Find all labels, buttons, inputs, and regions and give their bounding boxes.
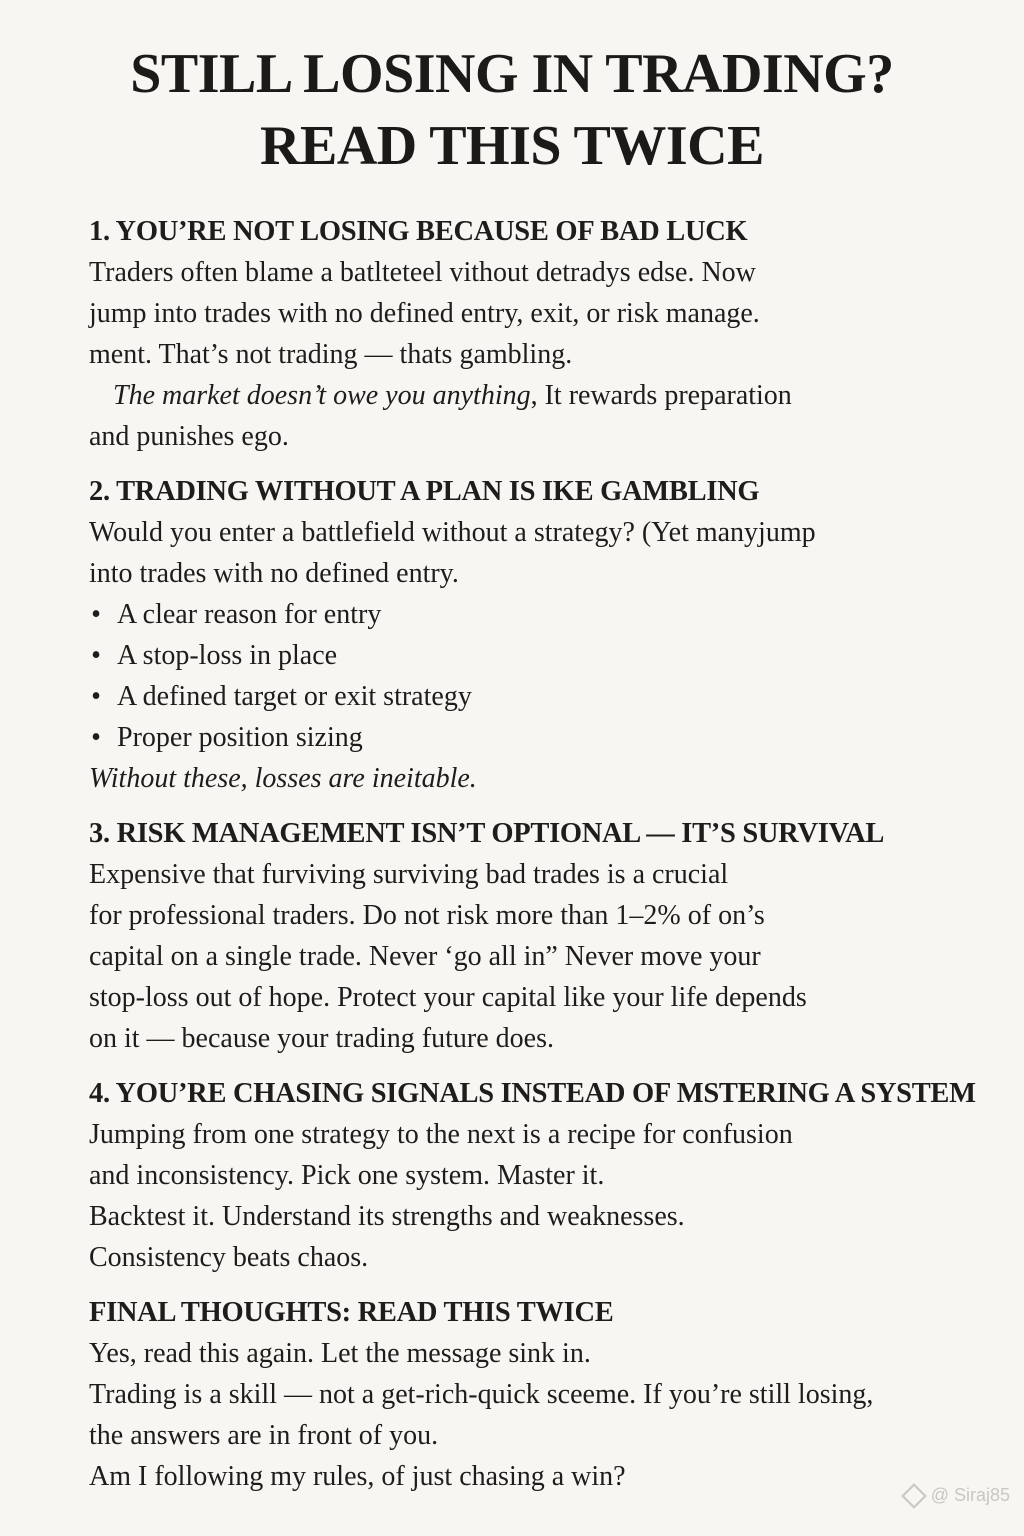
section-3-line-1: Expensive that furviving surviving bad trades is a crucial xyxy=(89,859,729,890)
bullet-text: A clear reason for entry xyxy=(117,599,382,630)
bullet-dot-icon: • xyxy=(91,640,101,671)
title-line-1: STILL LOSING IN TRADING? xyxy=(130,43,894,105)
section-2-bullet-list xyxy=(89,594,1009,758)
section-3 xyxy=(89,813,1009,1059)
section-3-line-5: on it — because your trading future does. xyxy=(89,1023,554,1054)
section-4-line-4: Consistency beats chaos. xyxy=(89,1242,369,1273)
watermark xyxy=(905,1485,1010,1506)
bullet-text: Proper position sizing xyxy=(117,722,363,753)
section-1-quote-italic: The market doesn’t owe you anything xyxy=(113,380,531,411)
bullet-text: A stop-loss in place xyxy=(117,640,338,671)
final-line-1: Yes, read this again. Let the message sink in. xyxy=(89,1338,591,1369)
bullet-text: A defined target or exit strategy xyxy=(117,681,472,712)
section-4-line-1: Jumping from one strategy to the next is a recipe for confusion xyxy=(89,1119,793,1150)
title-line-2: READ THIS TWICE xyxy=(260,115,764,177)
section-2-heading: 2. TRADING WITHOUT A PLAN IS IKE GAMBLING xyxy=(89,476,760,507)
section-2-line-1: Would you enter a battlefield without a strategy? (Yet manyjump xyxy=(89,517,816,548)
bullet-dot-icon: • xyxy=(91,681,101,712)
bullet-item xyxy=(89,594,1009,635)
section-2-closing: Without these, losses are ineitable. xyxy=(89,763,477,794)
section-final xyxy=(89,1292,1009,1497)
binance-logo-icon xyxy=(901,1483,926,1508)
section-3-line-4: stop-loss out of hope. Protect your capital like your life depends xyxy=(89,982,807,1013)
section-1-line-2: jump into trades with no defined entry, exit, or risk manage. xyxy=(89,298,760,329)
section-3-heading: 3. RISK MANAGEMENT ISN’T OPTIONAL — IT’S SURVIVAL xyxy=(89,818,885,849)
bullet-dot-icon: • xyxy=(91,722,101,753)
section-3-line-3: capital on a single trade. Never ‘go all in” Never move your xyxy=(89,941,761,972)
article-body xyxy=(89,211,1009,1511)
final-line-4: Am I following my rules, of just chasing a win? xyxy=(89,1461,626,1492)
section-1 xyxy=(89,211,1009,457)
bullet-item xyxy=(89,717,1009,758)
section-4 xyxy=(89,1073,1009,1278)
section-1-quote-line xyxy=(89,375,1009,416)
page-title xyxy=(0,38,1024,182)
section-2 xyxy=(89,471,1009,799)
section-3-line-2: for professional traders. Do not risk more than 1–2% of on’s xyxy=(89,900,765,931)
final-line-3: the answers are in front of you. xyxy=(89,1420,439,1451)
bullet-dot-icon: • xyxy=(91,599,101,630)
section-4-heading: 4. YOU’RE CHASING SIGNALS INSTEAD OF MSTERING A SYSTEM xyxy=(89,1078,976,1109)
final-line-2: Trading is a skill — not a get-rich-quick sceeme. If you’re still losing, xyxy=(89,1379,874,1410)
watermark-text: @ Siraj85 xyxy=(930,1485,1010,1505)
section-4-line-2: and inconsistency. Pick one system. Master it. xyxy=(89,1160,605,1191)
section-1-line-3: ment. That’s not trading — thats gambling. xyxy=(89,339,573,370)
bullet-item xyxy=(89,676,1009,717)
final-heading: FINAL THOUGHTS: READ THIS TWICE xyxy=(89,1297,614,1328)
section-1-heading: 1. YOU’RE NOT LOSING BECAUSE OF BAD LUCK xyxy=(89,216,748,247)
section-1-quote-rest: , It rewards preparation xyxy=(530,380,792,411)
section-2-line-2: into trades with no defined entry. xyxy=(89,558,459,589)
section-4-line-3: Backtest it. Understand its strengths and weaknesses. xyxy=(89,1201,685,1232)
section-1-last-line: and punishes ego. xyxy=(89,421,289,452)
bullet-item xyxy=(89,635,1009,676)
section-1-line-1: Traders often blame a batlteteel vithout detradys edse. Now xyxy=(89,257,756,288)
